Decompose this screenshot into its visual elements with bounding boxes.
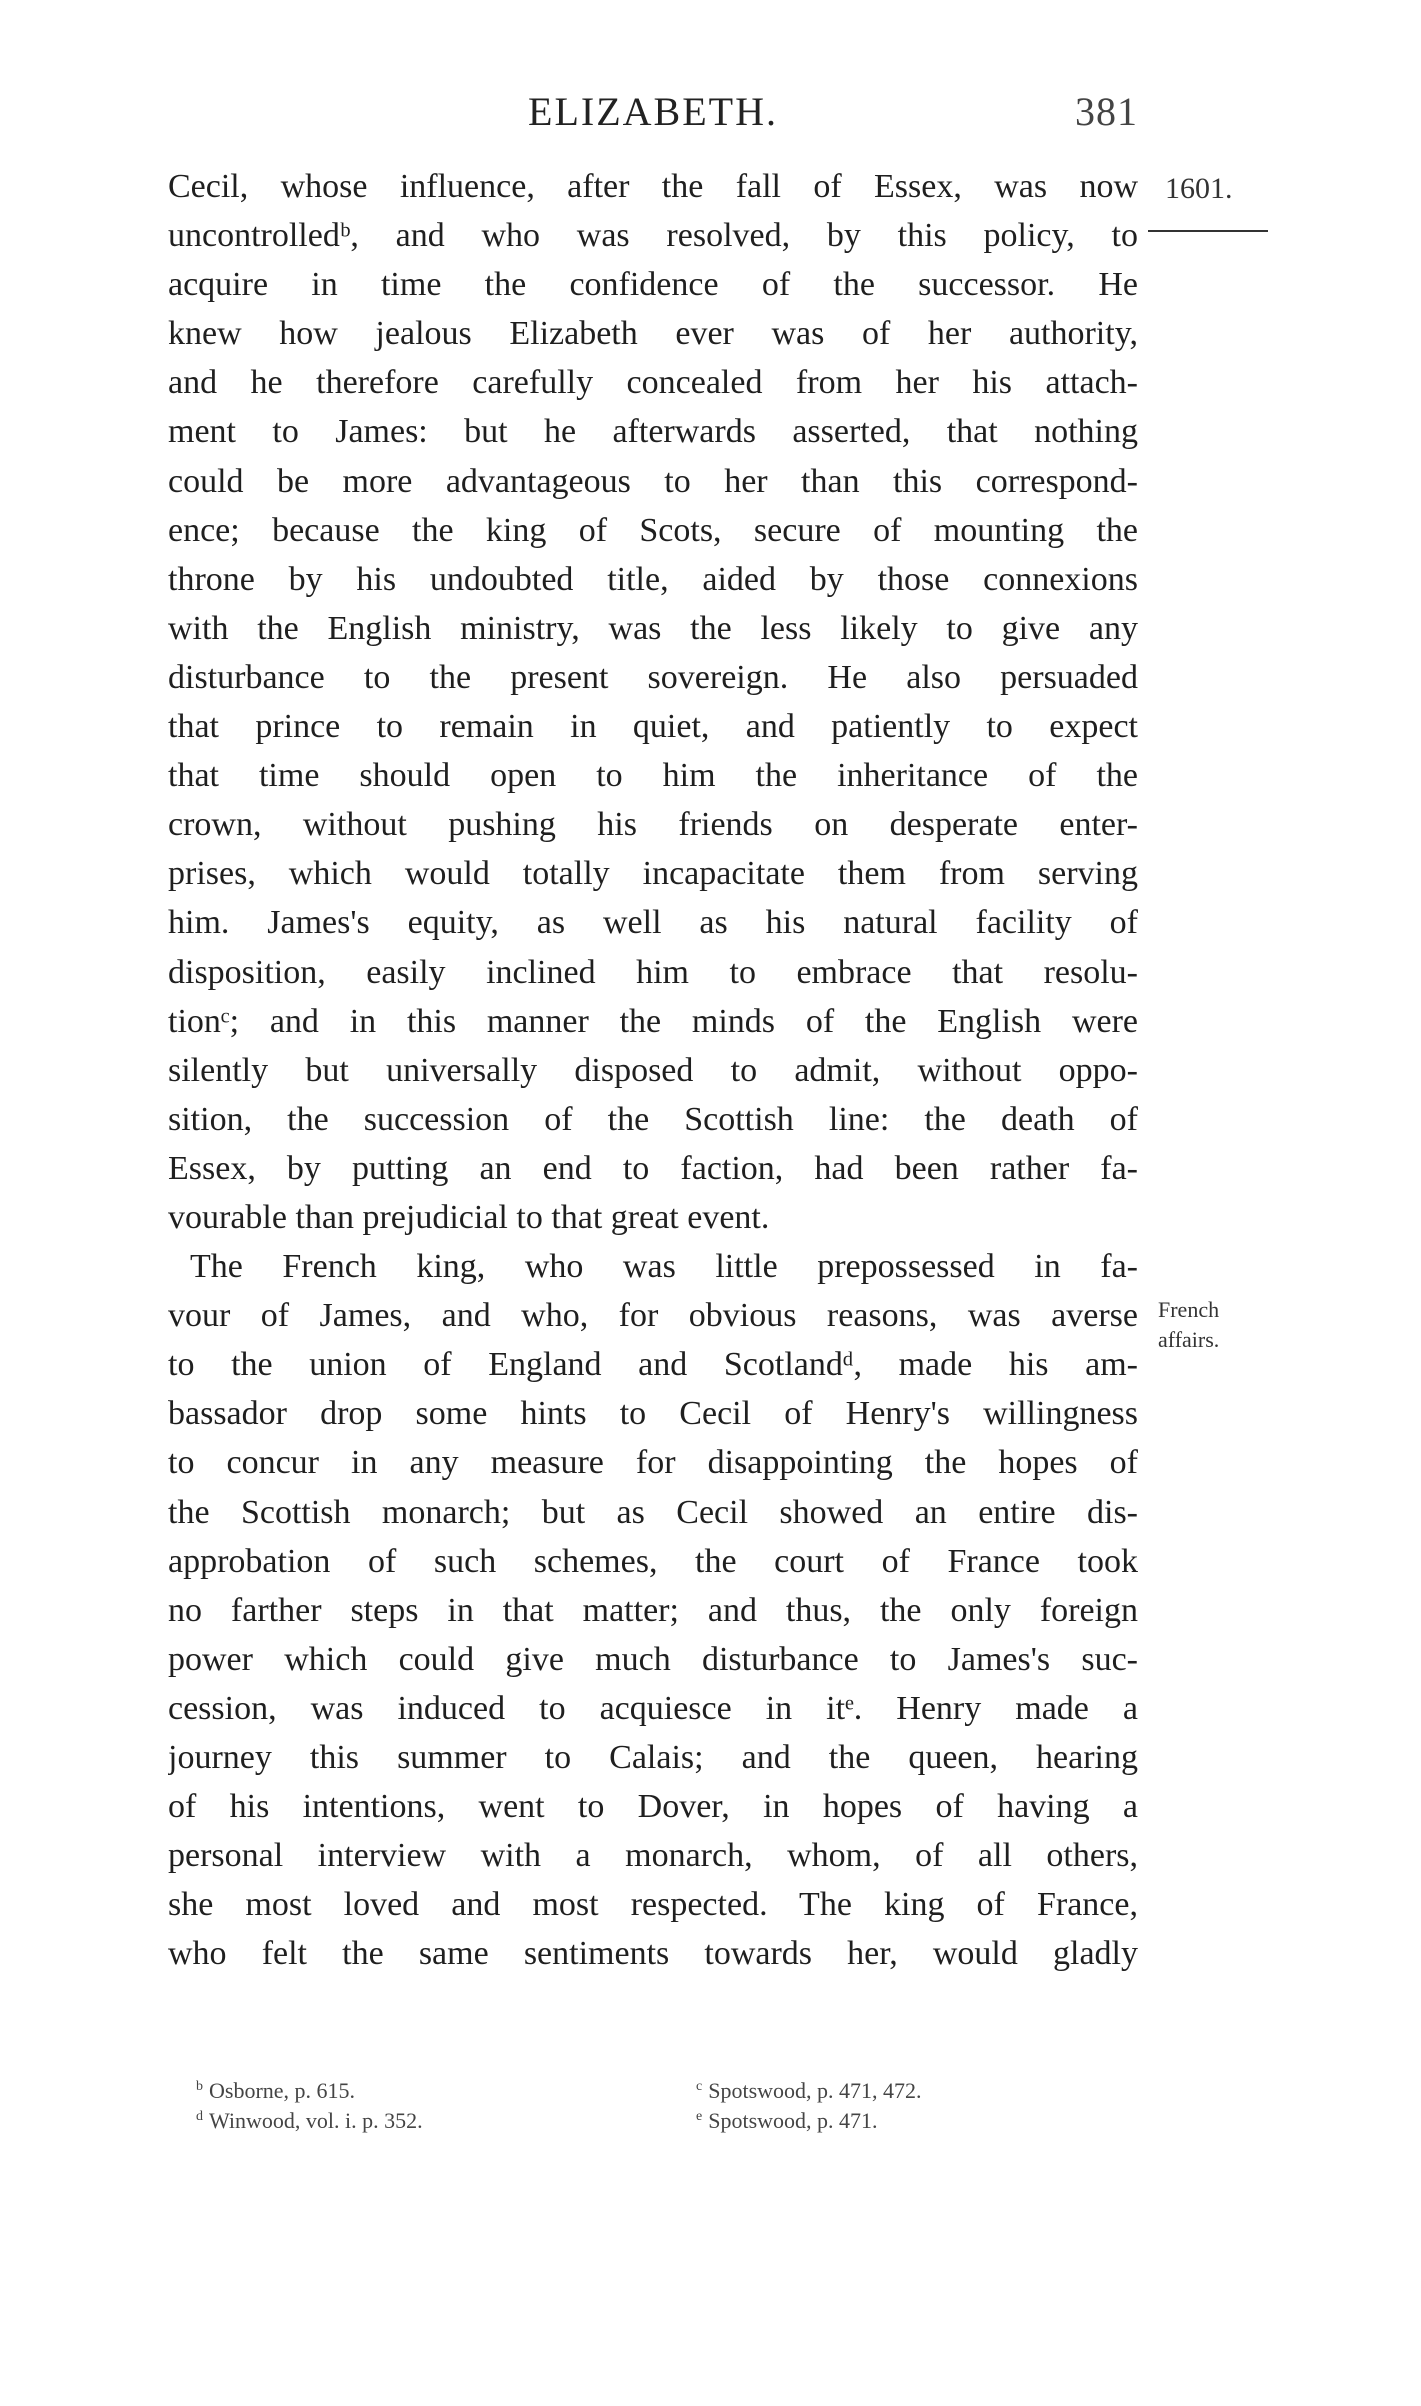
text-line: disposition, easily inclined him to embrace that resolu- [168,953,1138,991]
footnote-c [696,2078,922,2104]
footnote-d [196,2108,423,2134]
margin-rule [1148,230,1268,232]
footnote-text: Spotswood, p. 471. [708,2108,878,2133]
text-line: knew how jealous Elizabeth ever was of her authority, [168,315,1138,353]
footnote-text: Spotswood, p. 471, 472. [708,2078,922,2103]
text-line: approbation of such schemes, the court of France took [168,1542,1138,1580]
text-line: cession, was induced to acquiesce in itᵉ. Henry made a [168,1689,1138,1727]
text-line: ment to James: but he afterwards asserted, that nothing [168,413,1138,451]
text-line: to concur in any measure for disappointing the hopes of [168,1444,1138,1482]
text-line: of his intentions, went to Dover, in hopes of having a [168,1788,1138,1826]
text-line: prises, which would totally incapacitate them from serving [168,855,1138,893]
text-line: uncontrolledᵇ, and who was resolved, by this policy, to [168,217,1138,255]
text-line: that prince to remain in quiet, and patiently to expect [168,708,1138,746]
text-line: silently but universally disposed to admit, without oppo- [168,1051,1138,1089]
margin-note-line: French [1158,1297,1220,1322]
running-title: ELIZABETH. [528,89,778,134]
text-line: bassador drop some hints to Cecil of Henry's willingness [168,1395,1138,1433]
text-line: acquire in time the confidence of the successor. He [168,266,1138,304]
running-head [168,88,1138,148]
footnote-b [196,2078,355,2104]
footnote-mark: e [696,2108,703,2124]
text-line: could be more advantageous to her than this correspond- [168,462,1138,500]
text-line: with the English ministry, was the less likely to give any [168,609,1138,647]
text-line: personal interview with a monarch, whom, of all others, [168,1837,1138,1875]
footnote-mark: d [196,2108,203,2124]
text-line: The French king, who was little prepossessed in fa- [190,1248,1138,1286]
body-text [168,162,1138,1978]
text-line: throne by his undoubted title, aided by those connexions [168,560,1138,598]
text-line: crown, without pushing his friends on desperate enter- [168,806,1138,844]
text-line: who felt the same sentiments towards her, would gladly [168,1935,1138,1973]
margin-year: 1601. [1165,172,1233,205]
text-line: vourable than prejudicial to that great event. [168,1198,770,1236]
text-line: Essex, by putting an end to faction, had been rather fa- [168,1149,1138,1187]
margin-note-french-affairs [1158,1295,1268,1355]
text-line: him. James's equity, as well as his natural facility of [168,904,1138,942]
text-line: power which could give much disturbance to James's suc- [168,1640,1138,1678]
footnote-text: Osborne, p. 615. [209,2078,356,2103]
text-line: disturbance to the present sovereign. He also persuaded [168,658,1138,696]
margin-note-line: affairs. [1158,1327,1220,1352]
text-line: ence; because the king of Scots, secure of mounting the [168,511,1138,549]
text-line: Cecil, whose influence, after the fall of Essex, was now [168,168,1138,205]
footnote-mark: b [196,2078,203,2094]
text-line: tionᶜ; and in this manner the minds of the English were [168,1002,1138,1040]
text-line: to the union of England and Scotlandᵈ, made his am- [168,1346,1138,1384]
text-line: sition, the succession of the Scottish line: the death of [168,1100,1138,1138]
page-number: 381 [1075,89,1138,134]
footnote-text: Winwood, vol. i. p. 352. [209,2108,423,2133]
text-line: that time should open to him the inheritance of the [168,757,1138,795]
footnote-mark: c [696,2078,703,2094]
text-line: no farther steps in that matter; and thus, the only foreign [168,1591,1138,1629]
text-line: the Scottish monarch; but as Cecil showed an entire dis- [168,1493,1138,1531]
text-line: and he therefore carefully concealed from her his attach- [168,364,1138,402]
footnote-e [696,2108,878,2134]
text-line: she most loved and most respected. The king of France, [168,1886,1138,1924]
text-line: journey this summer to Calais; and the queen, hearing [168,1739,1138,1776]
text-line: vour of James, and who, for obvious reasons, was averse [168,1297,1138,1335]
